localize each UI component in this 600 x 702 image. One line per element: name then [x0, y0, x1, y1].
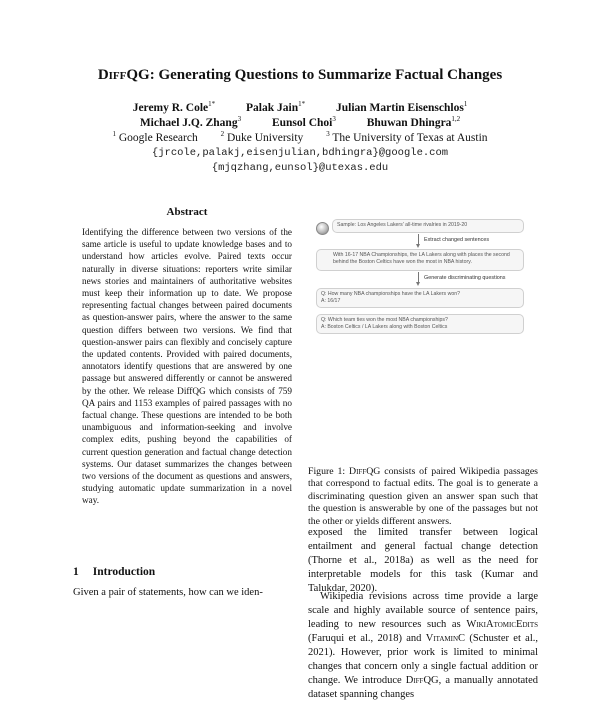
section-title: Introduction: [92, 566, 156, 578]
author-row-1: [0, 100, 600, 114]
author: Bhuwan Dhingra$^{1,2}$: [366, 115, 461, 129]
affiliation: $^1$ Google Research: [112, 130, 198, 144]
right-col-paragraph-2: Wikipedia revisions across time provide a large scale and highly available source of sentence pairs, leading to new resources such as WikiAtomicEdits (Faruqui et al., 2018) and VitaminC (Schuster et al., 2021). However, prior work is limited to minimal changes that concern only a single factual addition or change. We introduce DiffQG, a manually annotated dataset spanning changes: [308, 591, 538, 700]
figure-caption: Figure 1: DiffQG consists of paired Wikipedia passages that correspond to factual edits. The goal is to generate a discriminating question given an answer span such that the question is answerable by one of the passages but not the other or yields different answers.: [308, 466, 538, 527]
paper-title: [0, 67, 600, 84]
intro-text: Given a pair of statements, how can we iden-: [73, 587, 263, 598]
author: Palak Jain$^{1*}$: [246, 100, 306, 114]
arrow-down-icon: [418, 272, 419, 283]
figure-passage-2: With 16-17 NBA Championships, the LA Lakers along with places the second behind the Boston Celtics have won the most in NBA history.: [316, 249, 524, 271]
figure-passage-1: Sample: Los Angeles Lakers' all-time rivalries in 2019-20: [332, 219, 524, 233]
figure-step-generate: Generate discriminating questions: [424, 275, 506, 281]
figure-qa-1: Q: How many NBA championships have the LA Lakers won? A: 16/17: [316, 288, 524, 308]
author: Jeremy R. Cole$^{1*}$: [132, 100, 216, 114]
author-row-2: [0, 115, 600, 129]
section-heading-introduction: [73, 566, 155, 578]
right-col-paragraph-1: exposed the limited transfer between logical entailment and general factual change detection (Thorne et al., 2018a) as well as the need for interpretable models for this task (Kumar and Talukdar, 2020).: [308, 527, 538, 594]
abstract-heading: Abstract: [166, 206, 208, 218]
author: Julian Martin Eisenschlos$^1$: [336, 100, 468, 114]
figure-step-extract: Extract changed sentences: [424, 237, 490, 243]
title-name: DiffQG: [97, 67, 150, 83]
affiliations: [0, 130, 600, 144]
author: Eunsol Choi$^3$: [271, 115, 336, 129]
arrow-down-icon: [418, 234, 419, 245]
affiliation: $^3$ The University of Texas at Austin: [326, 130, 488, 144]
section-number: 1: [73, 566, 79, 578]
author: Michael J.Q. Zhang$^3$: [139, 115, 242, 129]
title-rest: : Generating Questions to Summarize Factual Changes: [149, 67, 503, 83]
email-google: {jrcole,palakj,eisenjulian,bdhingra}@google.com: [151, 147, 449, 159]
figure-qa-2: Q: Which team ties won the most NBA championships? A: Boston Celtics / LA Lakers along with Boston Celtics: [316, 314, 524, 334]
wikipedia-logo-icon: [316, 222, 329, 235]
affiliation: $^2$ Duke University: [220, 130, 304, 144]
figure-1: [314, 218, 534, 458]
abstract-body: Identifying the difference between two versions of the same article is useful to update knowledge bases and to understand how articles evolve. Paired texts occur naturally in diverse situations: reporters write similar news stories and maintainers of authoritative websites must keep their information up to date. We propose representing factual changes between paired documents as question-answer pairs, where the answer to the same question differs between two versions. We find that question-answer pairs can flexibly and concisely capture the updated contents. Provided with paired documents, annotators identify questions that are answered by one passage but answered differently or cannot be answered by the other. We release DiffQG which consists of 759 QA pairs and 1153 examples of paired passages with no factual change. These questions are intended to be both unambiguous and information-seeking and involve complex edits, pushing beyond the capabilities of current question generation and factual change detection systems. Our dataset summarizes the changes between two versions of the document as questions and answers, studying automatic update summarization in a novel way.: [82, 227, 292, 506]
email-utexas: {mjqzhang,eunsol}@utexas.edu: [211, 162, 389, 174]
